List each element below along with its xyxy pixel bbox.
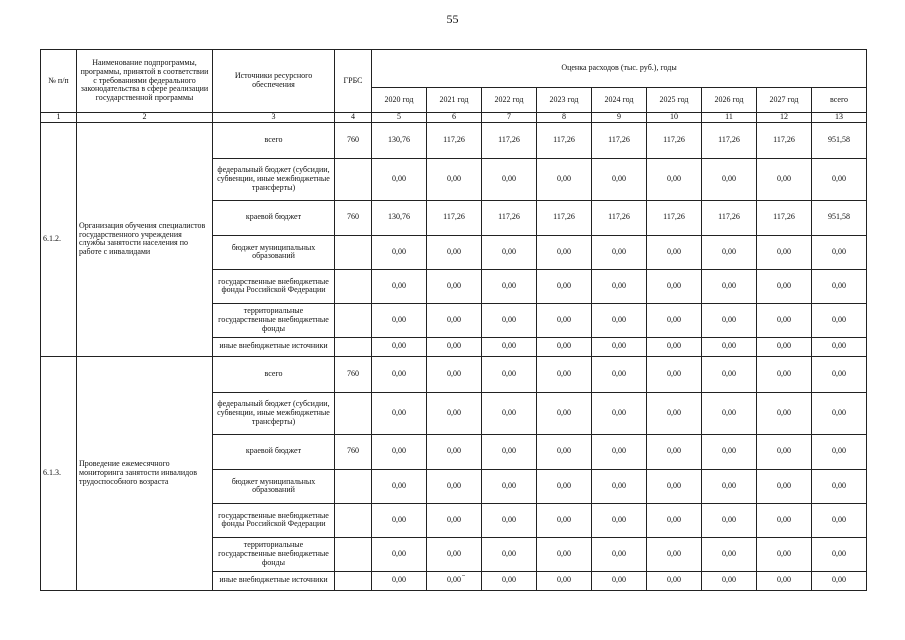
total-value: 0,00 [812, 269, 867, 303]
table-body [41, 122, 867, 590]
total-value: 0,00 [812, 537, 867, 571]
header-year: всего [812, 88, 867, 113]
year-value: 0,00 [702, 503, 757, 537]
funding-source: всего [213, 122, 335, 158]
grbs-code [335, 337, 372, 356]
year-value: 0,00 [537, 303, 592, 337]
year-value: 0,00 [592, 434, 647, 469]
header-col-name: Наименование подпрограммы, программы, принятой в соответствии с требованиями федерального законодательства в сфере реализации государственной программы [77, 50, 213, 113]
year-value: 0,00 [482, 503, 537, 537]
year-value: 130,76 [372, 122, 427, 158]
grbs-code: 760 [335, 200, 372, 235]
grbs-code [335, 571, 372, 590]
header-index-row [41, 113, 867, 123]
funding-source: территориальные государственные внебюджетные фонды [213, 537, 335, 571]
header-year: 2027 год [757, 88, 812, 113]
year-value: 0,00 [702, 235, 757, 269]
year-value: 0,00 [757, 337, 812, 356]
total-value: 0,00 [812, 434, 867, 469]
year-value: 117,26 [757, 122, 812, 158]
grbs-code [335, 537, 372, 571]
year-value: 0,00 [702, 158, 757, 200]
grbs-code [335, 235, 372, 269]
funding-source: краевой бюджет [213, 200, 335, 235]
total-value: 0,00 [812, 337, 867, 356]
total-value: 0,00 [812, 235, 867, 269]
year-value: 0,00 [537, 392, 592, 434]
funding-source: территориальные государственные внебюджетные фонды [213, 303, 335, 337]
year-value: 0,00 [702, 392, 757, 434]
year-value: 0,00 [482, 235, 537, 269]
year-value: 0,00 [537, 235, 592, 269]
year-value: 0,00 [427, 469, 482, 503]
header-year: 2023 год [537, 88, 592, 113]
header-col-grbs: ГРБС [335, 50, 372, 113]
year-value: 0,00 [757, 356, 812, 392]
header-index-cell: 12 [757, 113, 812, 123]
year-value: 0,00 [427, 337, 482, 356]
year-value: 0,00 [702, 571, 757, 590]
header-index-cell: 8 [537, 113, 592, 123]
year-value: 0,00 [647, 158, 702, 200]
year-value: 0,00 [702, 337, 757, 356]
total-value: 951,58 [812, 122, 867, 158]
grbs-code [335, 269, 372, 303]
header-index-cell: 9 [592, 113, 647, 123]
header-index-cell: 2 [77, 113, 213, 123]
grbs-code: 760 [335, 122, 372, 158]
year-value: 0,00 [482, 356, 537, 392]
year-value: 0,00 [427, 537, 482, 571]
funding-source: бюджет муниципальных образований [213, 469, 335, 503]
header-col-estimate: Оценка расходов (тыс. руб.), годы [372, 50, 867, 88]
page-number: 55 [446, 12, 459, 26]
header-year: 2021 год [427, 88, 482, 113]
year-value: 117,26 [647, 122, 702, 158]
header-index-cell: 1 [41, 113, 77, 123]
year-value: 0,00 [592, 571, 647, 590]
header-index-cell: 6 [427, 113, 482, 123]
year-value: 0,00 [702, 303, 757, 337]
year-value: 0,00 [372, 392, 427, 434]
year-value: 117,26 [537, 122, 592, 158]
header-year: 2024 год [592, 88, 647, 113]
header-index-cell: 13 [812, 113, 867, 123]
total-value: 0,00 [812, 158, 867, 200]
funding-source: всего [213, 356, 335, 392]
year-value: 0,00 [647, 235, 702, 269]
grbs-code [335, 503, 372, 537]
year-value: 0,00 [372, 356, 427, 392]
total-value: 0,00 [812, 571, 867, 590]
header-index-cell: 4 [335, 113, 372, 123]
total-value: 0,00 [812, 469, 867, 503]
total-value: 0,00 [812, 303, 867, 337]
year-value: 0,00 [757, 235, 812, 269]
year-value: 0,00 [647, 571, 702, 590]
year-value: 0,00 [482, 571, 537, 590]
year-value: 0,00 [537, 503, 592, 537]
year-value: 0,00 [482, 269, 537, 303]
year-value: 0,00 [592, 469, 647, 503]
year-value: 0,00 [372, 303, 427, 337]
year-value: 0,00 [372, 158, 427, 200]
header-index-cell: 5 [372, 113, 427, 123]
year-value: 0,00 [757, 571, 812, 590]
item-name: Проведение ежемесячного мониторинга занятости инвалидов трудоспособного возраста [77, 356, 213, 590]
funding-source: федеральный бюджет (субсидии, субвенции, иные межбюджетные трансферты) [213, 392, 335, 434]
year-value: 0,00 [592, 537, 647, 571]
year-value: 0,00 [592, 158, 647, 200]
year-value: 0,00 [372, 571, 427, 590]
grbs-code [335, 303, 372, 337]
header-index-cell: 3 [213, 113, 335, 123]
year-value: 0,00 [757, 537, 812, 571]
grbs-code: 760 [335, 356, 372, 392]
year-value: 0,00 [482, 158, 537, 200]
funding-source: иные внебюджетные источники [213, 571, 335, 590]
header-col-source: Источники ресурсного обеспечения [213, 50, 335, 113]
year-value: 0,00 [537, 158, 592, 200]
grbs-code [335, 469, 372, 503]
funding-source: краевой бюджет [213, 434, 335, 469]
year-value: 0,00 [757, 158, 812, 200]
year-value: 117,26 [702, 200, 757, 235]
year-value: 0,00 [702, 269, 757, 303]
year-value: 0,00 [537, 269, 592, 303]
year-value: 117,26 [427, 200, 482, 235]
scan-mark [462, 575, 465, 576]
year-value: 0,00 [537, 337, 592, 356]
year-value: 0,00 [647, 337, 702, 356]
year-value: 0,00 [427, 356, 482, 392]
year-value: 0,00 [482, 434, 537, 469]
year-value: 0,00 [427, 269, 482, 303]
grbs-code [335, 158, 372, 200]
year-value: 0,00 [372, 269, 427, 303]
year-value: 0,00 [592, 392, 647, 434]
year-value: 0,00 [427, 434, 482, 469]
table-row [41, 122, 867, 158]
year-value: 0,00 [592, 503, 647, 537]
header-col-no: № п/п [41, 50, 77, 113]
year-value: 130,76 [372, 200, 427, 235]
funding-source: государственные внебюджетные фонды Российской Федерации [213, 503, 335, 537]
year-value: 0,00 [537, 356, 592, 392]
year-value: 0,00 [372, 469, 427, 503]
year-value: 0,00 [647, 537, 702, 571]
year-value: 0,00 [702, 434, 757, 469]
year-value: 117,26 [482, 122, 537, 158]
year-value: 117,26 [427, 122, 482, 158]
year-value: 0,00 [537, 537, 592, 571]
year-value: 0,00 [372, 503, 427, 537]
header-year: 2025 год [647, 88, 702, 113]
year-value: 0,00 [702, 469, 757, 503]
year-value: 0,00 [372, 537, 427, 571]
year-value: 117,26 [537, 200, 592, 235]
year-value: 0,00 [482, 469, 537, 503]
year-value: 0,00 [537, 571, 592, 590]
year-value: 0,00 [427, 235, 482, 269]
year-value: 0,00 [647, 356, 702, 392]
funding-source: бюджет муниципальных образований [213, 235, 335, 269]
year-value: 0,00 [757, 469, 812, 503]
year-value: 117,26 [592, 200, 647, 235]
table-row [41, 356, 867, 392]
year-value: 117,26 [482, 200, 537, 235]
year-value: 0,00 [647, 434, 702, 469]
year-value: 0,00 [647, 269, 702, 303]
year-value: 117,26 [647, 200, 702, 235]
year-value: 0,00 [647, 503, 702, 537]
grbs-code: 760 [335, 434, 372, 469]
item-name: Организация обучения специалистов государственного учреждения службы занятости населения по работе с инвалидами [77, 122, 213, 356]
year-value: 0,00 [427, 503, 482, 537]
year-value: 0,00 [757, 303, 812, 337]
year-value: 0,00 [427, 303, 482, 337]
header-index-cell: 10 [647, 113, 702, 123]
year-value: 0,00 [372, 235, 427, 269]
expenditure-table [40, 49, 867, 591]
year-value: 0,00 [427, 158, 482, 200]
year-value: 0,00 [757, 503, 812, 537]
grbs-code [335, 392, 372, 434]
year-value: 0,00 [757, 392, 812, 434]
year-value: 0,00 [647, 469, 702, 503]
item-code: 6.1.2. [41, 122, 77, 356]
year-value: 0,00 [757, 269, 812, 303]
header-year: 2020 год [372, 88, 427, 113]
year-value: 117,26 [757, 200, 812, 235]
total-value: 951,58 [812, 200, 867, 235]
year-value: 0,00 [757, 434, 812, 469]
total-value: 0,00 [812, 356, 867, 392]
header-year: 2026 год [702, 88, 757, 113]
year-value: 0,00 [647, 392, 702, 434]
year-value: 117,26 [702, 122, 757, 158]
header-year: 2022 год [482, 88, 537, 113]
year-value: 0,00 [592, 356, 647, 392]
year-value: 0,00 [702, 537, 757, 571]
year-value: 0,00 [702, 356, 757, 392]
header-index-cell: 7 [482, 113, 537, 123]
item-code: 6.1.3. [41, 356, 77, 590]
year-value: 0,00 [372, 434, 427, 469]
year-value: 117,26 [592, 122, 647, 158]
year-value: 0,00 [482, 337, 537, 356]
year-value: 0,00 [592, 269, 647, 303]
year-value: 0,00 [537, 469, 592, 503]
header-index-cell: 11 [702, 113, 757, 123]
table-header [41, 50, 867, 123]
year-value: 0,00 [537, 434, 592, 469]
year-value: 0,00 [372, 337, 427, 356]
year-value: 0,00 [592, 303, 647, 337]
year-value: 0,00 [482, 303, 537, 337]
funding-source: иные внебюджетные источники [213, 337, 335, 356]
year-value: 0,00 [482, 537, 537, 571]
funding-source: федеральный бюджет (субсидии, субвенции, иные межбюджетные трансферты) [213, 158, 335, 200]
year-value: 0,00 [592, 235, 647, 269]
year-value: 0,00 [482, 392, 537, 434]
year-value: 0,00 [427, 392, 482, 434]
total-value: 0,00 [812, 503, 867, 537]
year-value: 0,00 [592, 337, 647, 356]
year-value: 0,00 [427, 571, 482, 590]
year-value: 0,00 [647, 303, 702, 337]
total-value: 0,00 [812, 392, 867, 434]
funding-source: государственные внебюджетные фонды Российской Федерации [213, 269, 335, 303]
